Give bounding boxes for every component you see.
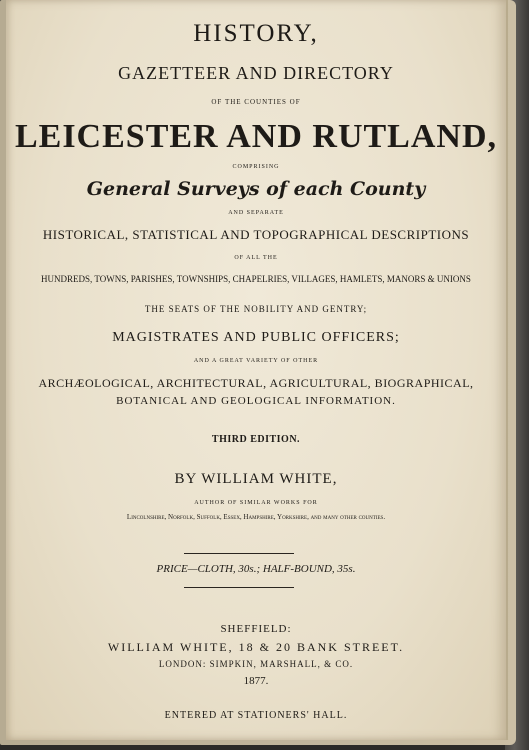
london-line: LONDON: SIMPKIN, MARSHALL, & CO. <box>158 659 354 669</box>
descriptions-line: HISTORICAL, STATISTICAL AND TOPOGRAPHICAL DESCRIPTIONS <box>42 227 470 242</box>
title-page <box>6 0 508 740</box>
history-heading: HISTORY, <box>193 20 319 47</box>
divider-bottom <box>184 587 294 588</box>
price-line: PRICE—CLOTH, 30s.; HALF-BOUND, 35s. <box>156 563 356 575</box>
divider-top <box>184 553 294 554</box>
info-line-1: ARCHÆOLOGICAL, ARCHITECTURAL, AGRICULTURAL, BIOGRAPHICAL, <box>38 376 474 390</box>
info-line-2: BOTANICAL AND GEOLOGICAL INFORMATION. <box>116 395 396 407</box>
comprising-label: COMPRISING <box>232 164 280 170</box>
author-of-label: AUTHOR OF SIMILAR WORKS FOR <box>194 500 318 506</box>
surveys-heading: General Surveys of each County <box>86 178 426 200</box>
year-line: 1877. <box>243 675 269 687</box>
gazetteer-heading: GAZETTEER AND DIRECTORY <box>118 63 394 83</box>
counties-list-line: Lincolnshire, Norfolk, Suffolk, Essex, Hampshire, Yorkshire, and many other counties. <box>126 513 386 521</box>
of-all-the-label: OF ALL THE <box>234 255 278 261</box>
edition-line: THIRD EDITION. <box>211 434 301 445</box>
hundreds-line: HUNDREDS, TOWNS, PARISHES, TOWNSHIPS, CHAPELRIES, VILLAGES, HAMLETS, MANORS & UNIONS <box>41 274 471 284</box>
publisher-line: WILLIAM WHITE, 18 & 20 BANK STREET. <box>107 640 405 654</box>
place-line: SHEFFIELD: <box>220 623 292 635</box>
of-counties-label: OF THE COUNTIES OF <box>211 98 301 106</box>
counties-heading: LEICESTER AND RUTLAND, <box>14 118 498 155</box>
author-line: BY WILLIAM WHITE, <box>174 471 338 487</box>
and-separate-label: AND SEPARATE <box>228 210 284 216</box>
seats-line: THE SEATS OF THE NOBILITY AND GENTRY; <box>144 304 368 314</box>
magistrates-line: MAGISTRATES AND PUBLIC OFFICERS; <box>112 330 400 345</box>
variety-label: AND A GREAT VARIETY OF OTHER <box>193 358 319 364</box>
entered-line: ENTERED AT STATIONERS' HALL. <box>164 710 348 721</box>
